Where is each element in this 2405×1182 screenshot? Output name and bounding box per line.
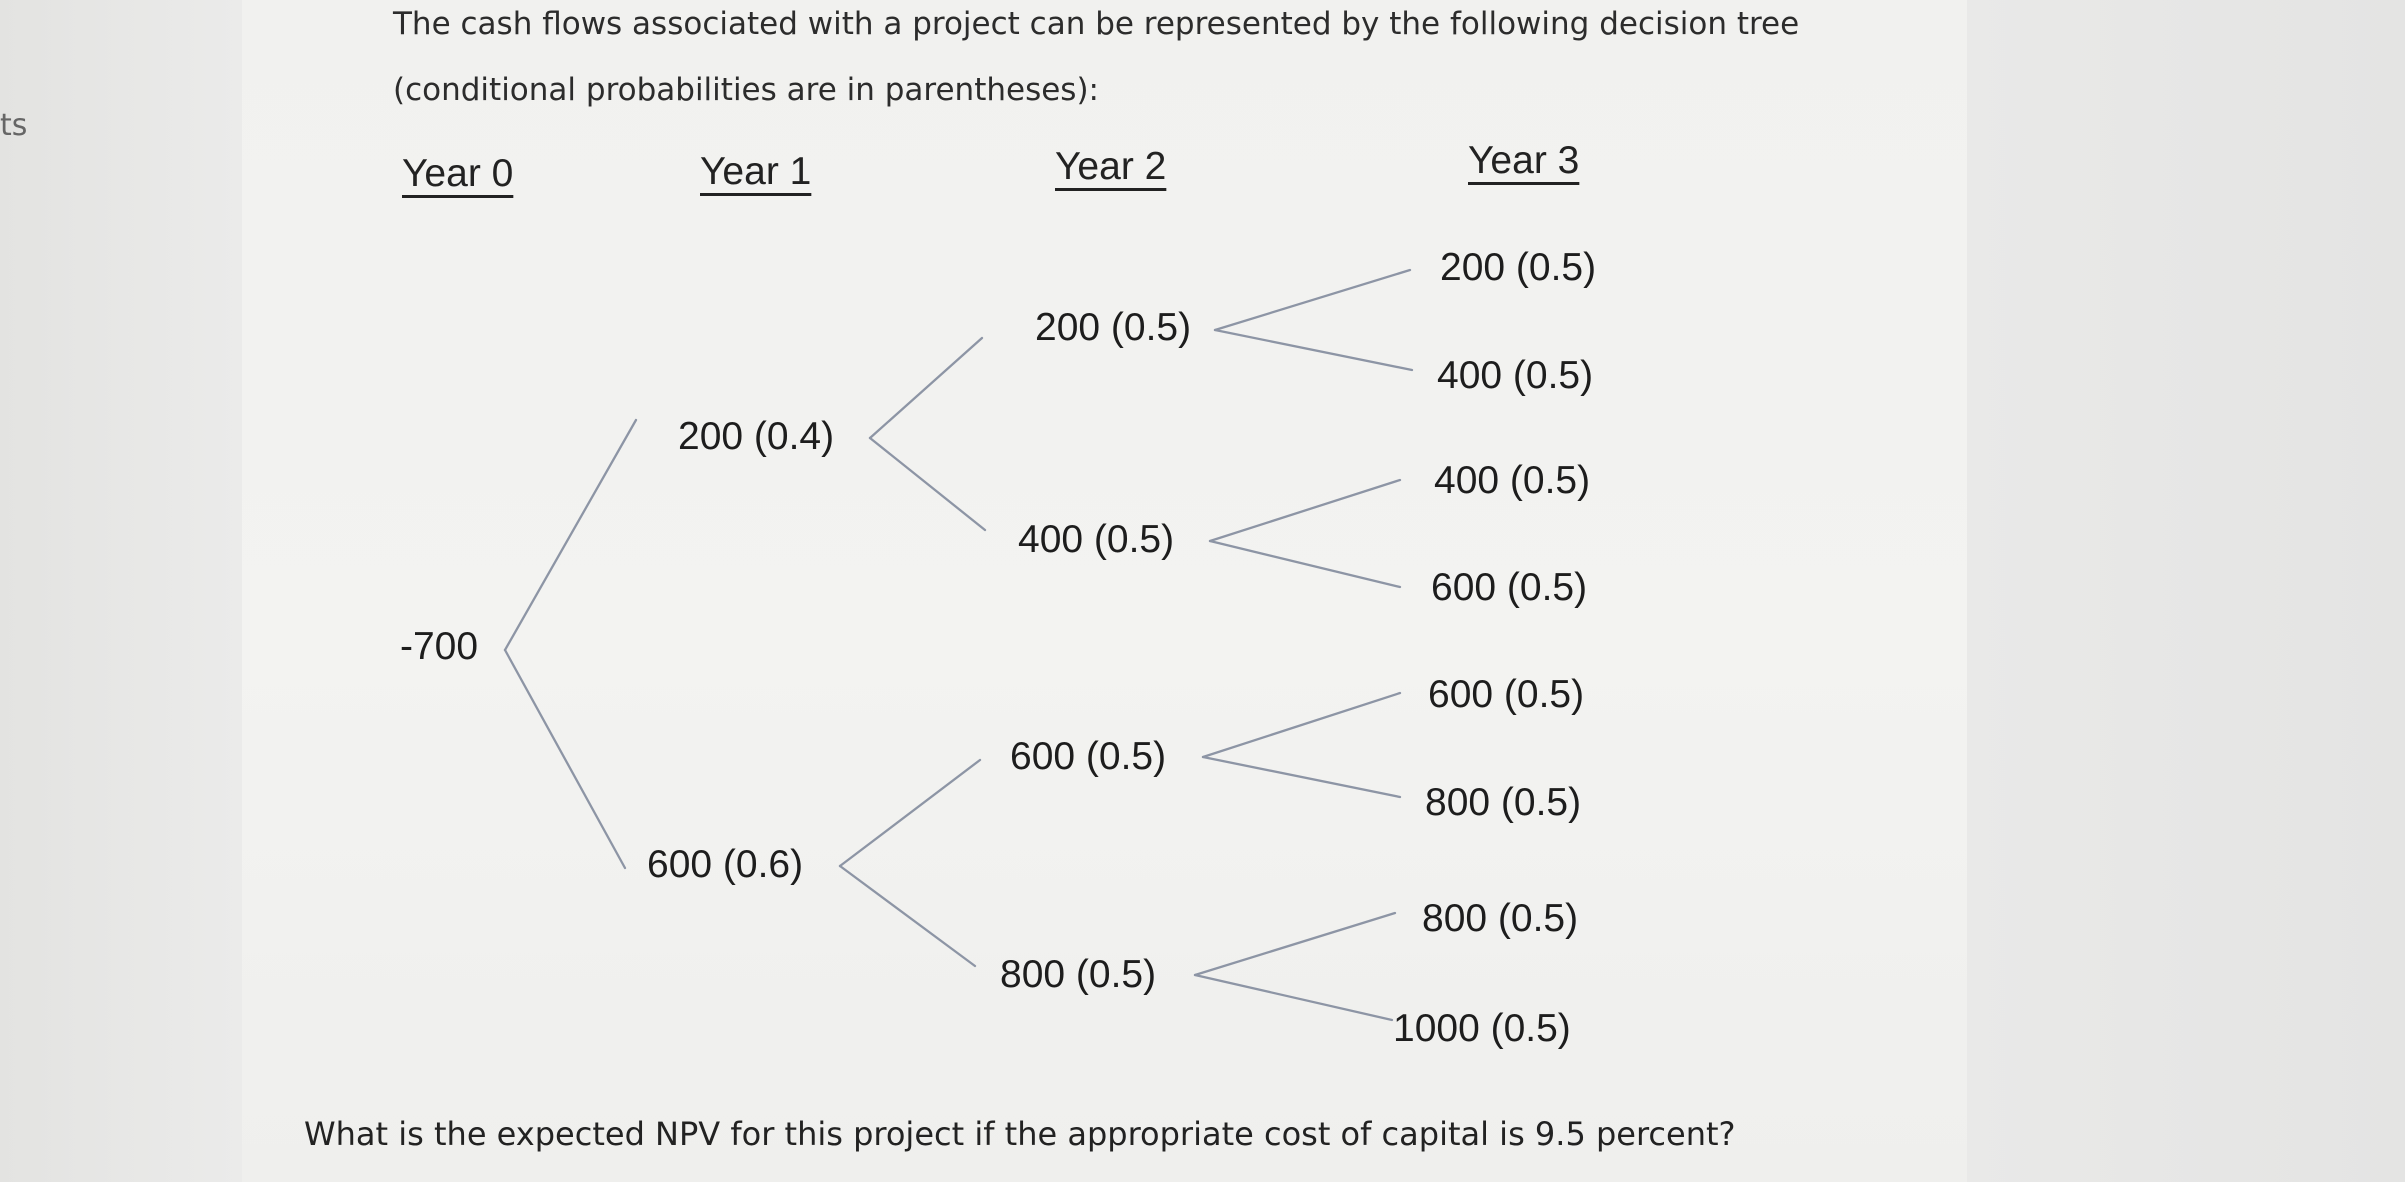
year-1-header: Year 1 — [700, 150, 812, 193]
question-prompt: What is the expected NPV for this project if the appropriate cost of capital is 9.5 percent? — [304, 1115, 1736, 1153]
year-3-node: 600 (0.5) — [1428, 673, 1585, 716]
year-2-node: 800 (0.5) — [1000, 953, 1157, 996]
year-3-header: Year 3 — [1468, 139, 1580, 182]
year-2-node: 600 (0.5) — [1010, 735, 1167, 778]
year-3-node: 400 (0.5) — [1434, 459, 1591, 502]
year-3-node: 600 (0.5) — [1431, 566, 1588, 609]
year-1-node: 600 (0.6) — [647, 843, 804, 886]
sidebar-label: ts — [0, 108, 28, 143]
question-intro-line-2: (conditional probabilities are in parentheses): — [393, 72, 1099, 108]
question-intro-line-1: The cash flows associated with a project can be represented by the following decision tree — [393, 6, 1800, 42]
year-3-node: 1000 (0.5) — [1393, 1007, 1571, 1050]
year-2-node: 200 (0.5) — [1035, 306, 1192, 349]
year-3-node: 800 (0.5) — [1422, 897, 1579, 940]
year-3-node: 800 (0.5) — [1425, 781, 1582, 824]
year-3-node: 400 (0.5) — [1437, 354, 1594, 397]
year-2-node: 400 (0.5) — [1018, 518, 1175, 561]
year-2-header: Year 2 — [1055, 145, 1167, 188]
year-3-node: 200 (0.5) — [1440, 246, 1597, 289]
year-1-node: 200 (0.4) — [678, 415, 835, 458]
year-0-node: -700 — [400, 625, 479, 668]
year-0-header: Year 0 — [402, 152, 514, 195]
